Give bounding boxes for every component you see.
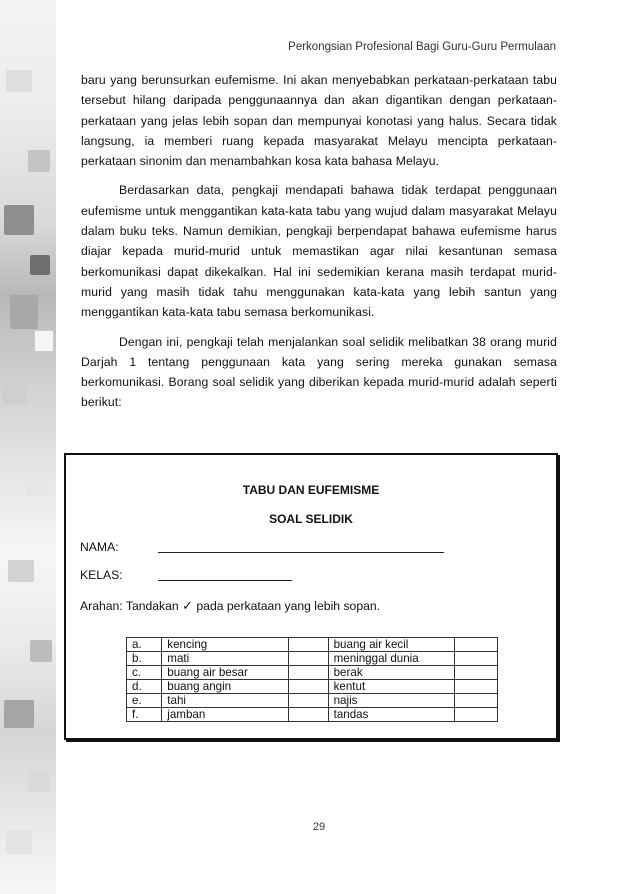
nama-field [80,540,119,554]
tick-box-a[interactable] [289,708,328,722]
tick-box-a[interactable] [289,694,328,708]
table-row [127,694,498,708]
page-header: Perkongsian Profesional Bagi Guru-Guru Permulaan [288,41,556,53]
tick-box-b[interactable] [454,680,497,694]
row-letter: d. [127,680,162,694]
paragraph: Berdasarkan data, pengkaji mendapati bahawa tidak terdapat penggunaan eufemisme untuk menggantikan kata-kata tabu yang wujud dalam masyarakat Melayu dalam buku teks. Namun demikian, pengkaji berpendapat bahawa eufemisme harus diajar kepada murid-murid untuk memastikan agar nilai kesantunan semasa berkomunikasi dapat dikekalkan. Hal ini sedemikian kerana masih terdapat murid-murid yang masih tidak tahu menggunakan kata-kata yang lebih santun yang menggantikan kata-kata tabu semasa berkomunikasi. [81,183,557,320]
word-option-a: mati [162,652,289,666]
word-option-b: buang air kecil [328,638,454,652]
row-letter: a. [127,638,162,652]
body-text [81,70,557,422]
kelas-blank-line [158,580,292,581]
paragraph: Dengan ini, pengkaji telah menjalankan soal selidik melibatkan 38 orang murid Darjah 1 tentang penggunaan kata yang sering mereka gunakan semasa berkomunikasi. Borang soal selidik yang diberikan kepada murid-murid adalah seperti berikut: [81,334,557,410]
tick-box-a[interactable] [289,680,328,694]
decorative-square [10,295,38,329]
nama-blank-line [158,552,444,553]
decorative-square [26,470,48,496]
survey-subtitle: SOAL SELIDIK [269,512,353,526]
tick-box-a[interactable] [289,666,328,680]
survey-form-box [64,453,558,740]
tick-box-b[interactable] [454,638,497,652]
survey-title: TABU DAN EUFEMISME [242,483,380,497]
page-number: 29 [312,821,326,833]
kelas-field [80,568,123,582]
decorative-square [4,205,34,235]
word-option-b: tandas [328,708,454,722]
table-row [127,708,498,722]
nama-label: NAMA: [80,540,119,554]
decorative-square [2,380,26,404]
word-option-b: kentut [328,680,454,694]
instruction-line [80,598,380,614]
word-choice-table [126,637,498,722]
instruction-suffix: pada perkataan yang lebih sopan. [196,599,381,613]
checkmark-icon: ✓ [182,598,194,613]
word-option-a: buang angin [162,680,289,694]
tick-box-b[interactable] [454,666,497,680]
word-option-a: kencing [162,638,289,652]
decorative-square [34,330,54,352]
word-option-a: tahi [162,694,289,708]
table-row [127,638,498,652]
table-row [127,680,498,694]
decorative-square [6,70,32,92]
table-row [127,652,498,666]
row-letter: c. [127,666,162,680]
word-option-b: najis [328,694,454,708]
tick-box-b[interactable] [454,652,497,666]
row-letter: b. [127,652,162,666]
decorative-side-strip [0,0,56,894]
word-option-b: berak [328,666,454,680]
word-option-b: meninggal dunia [328,652,454,666]
decorative-square [8,560,34,582]
instruction-prefix: Arahan: Tandakan [80,599,179,613]
tick-box-b[interactable] [454,694,497,708]
table-row [127,666,498,680]
kelas-label: KELAS: [80,568,123,582]
decorative-square [28,150,50,172]
tick-box-a[interactable] [289,638,328,652]
decorative-square [6,830,32,854]
tick-box-a[interactable] [289,652,328,666]
paragraph: baru yang berunsurkan eufemisme. Ini akan menyebabkan perkataan-perkataan tabu tersebut hilang daripada penggunaannya dan akan digantikan dengan perkataan-perkataan yang jelas lebih sopan dan mempunyai konotasi yang halus. Secara tidak langsung, ia memberi ruang kepada masyarakat Melayu mencipta perkataan-perkataan sinonim dan menambahkan kosa kata bahasa Melayu. [81,73,557,169]
row-letter: e. [127,694,162,708]
word-option-a: jamban [162,708,289,722]
decorative-square [4,700,34,728]
decorative-square [28,770,50,792]
word-option-a: buang air besar [162,666,289,680]
decorative-square [30,640,52,662]
decorative-square [30,255,50,275]
row-letter: f. [127,708,162,722]
tick-box-b[interactable] [454,708,497,722]
